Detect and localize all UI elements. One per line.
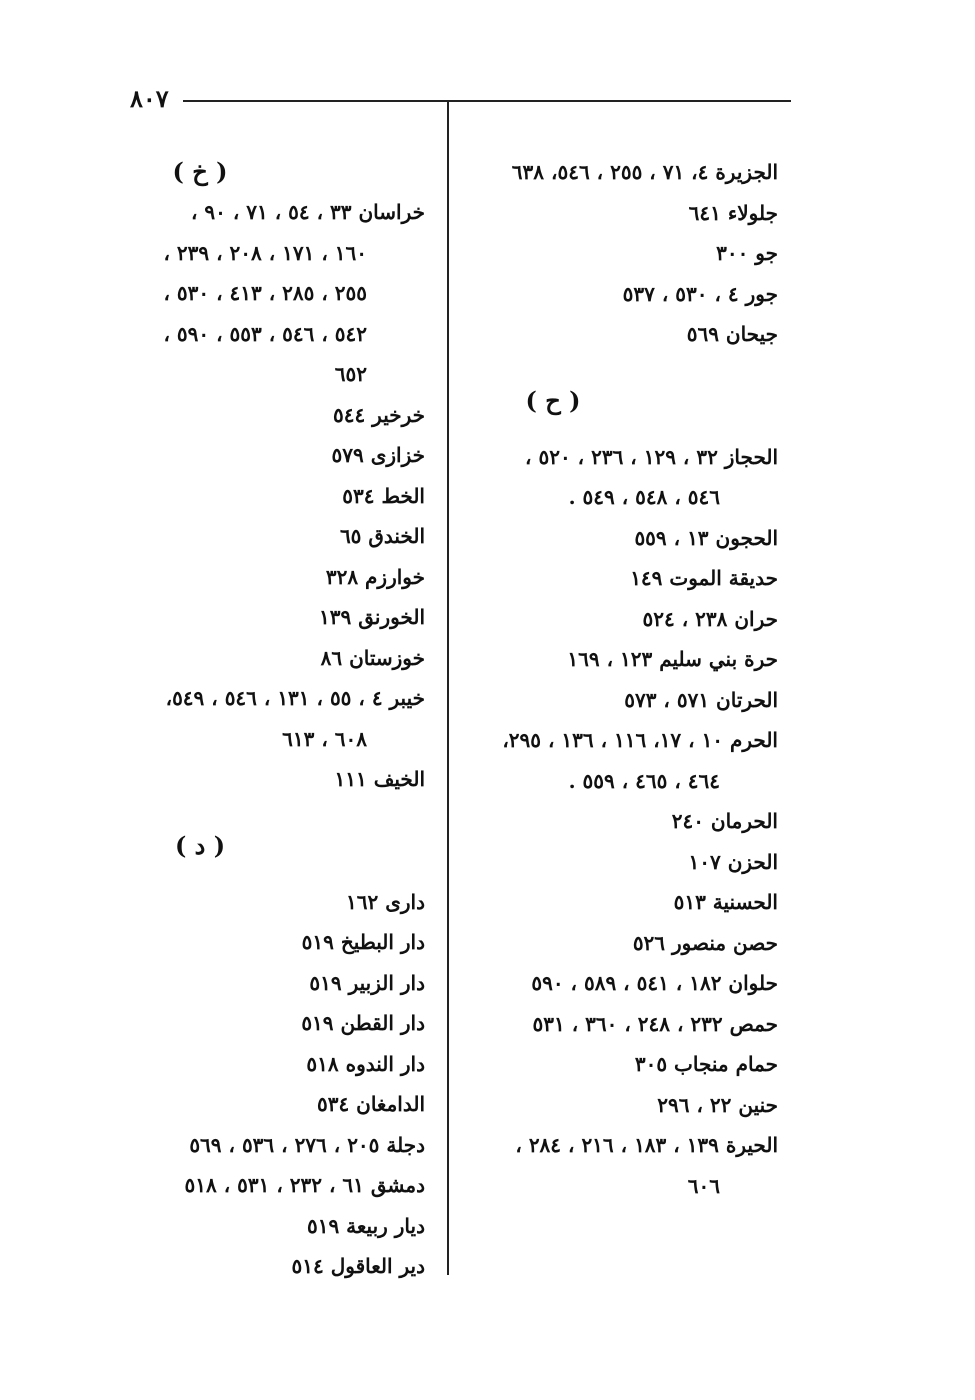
index-entry: دار الندوه ٥١٨ [306,1051,425,1076]
index-entry: الخيف ١١١ [334,767,425,791]
index-entry: دمشق ٦١ ، ٢٣٢ ، ٥٣١ ، ٥١٨ [184,1173,425,1197]
index-entry: الحجاز ٣٢ ، ١٢٩ ، ٢٣٦ ، ٥٢٠ ، [525,444,778,469]
index-entry: الحزن ١٠٧ [688,849,778,874]
index-entry-continuation: ٥٤٢ ، ٥٤٦ ، ٥٥٣ ، ٥٩٠ ، [163,321,367,346]
index-entry-continuation: ٢٥٥ ، ٢٨٥ ، ٤١٣ ، ٥٣٠ ، [163,281,367,305]
header-rule [183,100,791,102]
section-heading-kha: ( خ ) [172,157,228,186]
index-entry: جور ٤ ، ٥٣٠ ، ٥٣٧ [622,281,778,306]
index-entry: خوارزم ٣٢٨ [325,564,425,589]
index-entry-continuation: ١٦٠ ، ١٧١ ، ٢٠٨ ، ٢٣٩ ، [163,240,367,265]
index-entry: الدامغان ٥٣٤ [316,1092,425,1116]
index-entry-continuation: ٤٦٤ ، ٤٦٥ ، ٥٥٩ . [568,768,720,793]
section-gap [115,800,425,826]
index-entry: حران ٢٣٨ ، ٥٢٤ [642,606,778,631]
index-entry: جلولاء ٦٤١ [688,200,778,225]
index-entry: الحرمان ٢٤٠ [671,809,778,833]
entry-list-kha [115,192,425,800]
section-heading-dal: ( د ) [174,830,226,860]
index-entry: حمام منجاب ٣٠٥ [634,1052,778,1076]
index-entry: خزازى ٥٧٩ [331,443,425,467]
index-entry: حنين ٢٢ ، ٢٩٦ [657,1092,778,1117]
section-heading-ha: ( ح ) [525,385,581,415]
column-divider [447,100,449,1275]
index-entry-continuation: ٥٤٦ ، ٥٤٨ ، ٥٤٩ . [568,485,720,509]
index-entry: دارى ١٦٢ [346,889,425,914]
index-entry: خوزستان ٨٦ [320,645,425,670]
index-entry: الحرم ١٠ ، ١٧، ١١٦ ، ١٣٦ ، ٢٩٥، [502,728,778,752]
index-entry: حصن منصور ٥٢٦ [632,930,778,955]
index-entry-continuation: ٦٠٨ ، ٦١٣ [282,726,367,751]
index-entry-continuation: ٦٥٢ [334,362,367,386]
index-entry: دار القطن ٥١٩ [301,1011,425,1035]
left-column [115,152,425,1287]
right-column [468,152,778,1206]
index-entry: حديقة الموت ١٤٩ [630,566,778,590]
index-entry: الخندق ٦٥ [339,524,425,548]
index-entry: ديار ربيعة ٥١٩ [306,1213,425,1238]
entry-list-jim [468,152,778,355]
index-entry: دير العاقول ٥١٤ [291,1254,425,1278]
index-entry: الحرتان ٥٧١ ، ٥٧٣ [624,687,778,712]
index-entry: خرخير ٥٤٤ [332,402,425,427]
index-entry: دار الزبير ٥١٩ [309,970,425,995]
index-entry: جو ٣٠٠ [716,241,778,265]
index-entry: الخورنق ١٣٩ [319,605,425,629]
index-entry-continuation: ٦٠٦ [687,1173,720,1198]
index-entry: دار البطيخ ٥١٩ [301,930,425,954]
index-entry: حلوان ١٨٢ ، ٥٤١ ، ٥٨٩ ، ٥٩٠ [531,971,778,995]
section-gap [115,866,425,882]
index-entry: خيبر ٤ ، ٥٥ ، ١٣١ ، ٥٤٦ ، ٥٤٩، [165,686,425,710]
index-entry: الحجون ١٣ ، ٥٥٩ [634,525,778,550]
section-gap [468,355,778,381]
page-number: ٨٠٧ [130,84,169,113]
index-entry: الحيرة ١٣٩ ، ١٨٣ ، ٢١٦ ، ٢٨٤ ، [515,1133,778,1157]
index-entry: الجزيرة ٤، ٧١ ، ٢٥٥ ، ٥٤٦، ٦٣٨ [511,160,778,184]
index-entry: حرة بني سليم ١٢٣ ، ١٦٩ [567,647,778,671]
index-entry: دجلة ٢٠٥ ، ٢٧٦ ، ٥٣٦ ، ٥٦٩ [189,1132,425,1157]
index-entry: خراسان ٣٣ ، ٥٤ ، ٧١ ، ٩٠ ، [191,200,425,224]
index-entry: جيحان ٥٦٩ [686,322,778,346]
entry-list-ha [468,437,778,1207]
index-entry: الخط ٥٣٤ [342,483,425,508]
index-entry: حمص ٢٣٢ ، ٢٤٨ ، ٣٦٠ ، ٥٣١ [532,1011,778,1036]
entry-list-dal [115,882,425,1287]
section-gap [468,421,778,437]
index-entry: الحسنية ٥١٣ [673,890,778,914]
